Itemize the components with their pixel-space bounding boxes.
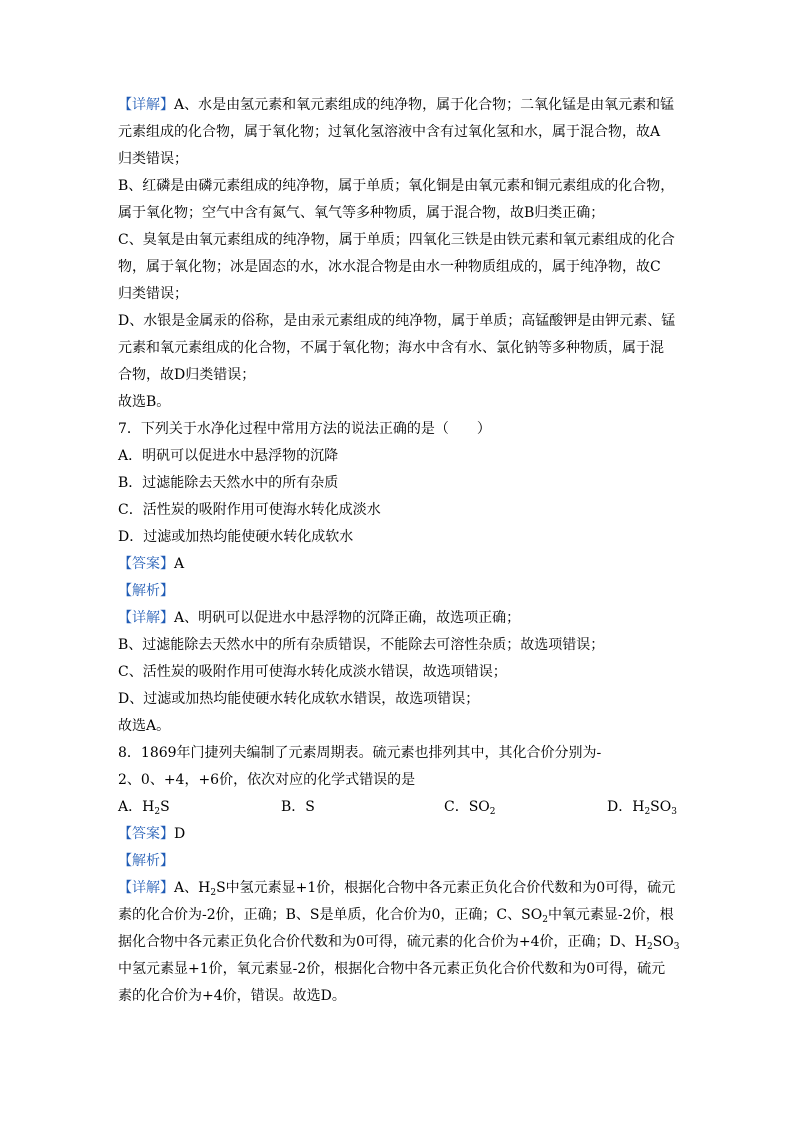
q6-detail-line-4: B、红磷是由磷元素组成的纯净物，属于单质；氧化铜是由氧元素和铜元素组成的化合物，: [118, 178, 675, 194]
q8-option-b: B．S: [281, 799, 315, 815]
q6-detail-line-2: 元素组成的化合物，属于氧化物；过氧化氢溶液中含有过氧化氢和水，属于混合物，故A: [118, 124, 661, 140]
detail-tag: 【详解】: [118, 97, 174, 113]
analysis-tag: 【解析】: [118, 583, 174, 599]
document-page: [118, 92, 688, 1010]
q7-option-b: B．过滤能除去天然水中的所有杂质: [118, 475, 339, 491]
q6-detail-line-1: 【详解】A、水是由氢元素和氧元素组成的纯净物，属于化合物；二氧化锰是由氧元素和锰: [118, 97, 675, 113]
q8-option-a: A．$H_2S$: [118, 799, 170, 817]
q8-analysis-heading: [118, 848, 688, 875]
q6-detail-line-10: 元素和氧元素组成的化合物，不属于氧化物；海水中含有水、氯化钠等多种物质，属于混: [118, 340, 664, 356]
q7-answer: [118, 551, 688, 578]
q8-stem-line-1: 8．1869年门捷列夫编制了元素周期表。硫元素也排列其中，其化合价分别为-: [118, 745, 602, 761]
q8-detail-line-5: 素的化合价为+4价，错误。故选D。: [118, 988, 346, 1004]
answer-tag: 【答案】: [118, 826, 174, 842]
q8-answer: [118, 821, 688, 848]
q7-stem: 7．下列关于水净化过程中常用方法的说法正确的是（ ）: [118, 421, 491, 437]
q8-options: [118, 794, 688, 821]
q7-detail-line-1: 【详解】A、明矾可以促进水中悬浮物的沉降正确，故选项正确；: [118, 610, 521, 626]
q8-detail-line-4: 中氢元素显+1价，氧元素显-2价，根据化合物中各元素正负化合价代数和为0可得，硫元: [118, 961, 666, 977]
q8-option-d: D．$H_2SO_3$: [607, 799, 677, 817]
q6-detail-line-7: 物，属于氧化物；冰是固态的水，冰水混合物是由水一种物质组成的，属于纯净物，故C: [118, 259, 661, 275]
q7-option-d: D．过滤或加热均能使硬水转化成软水: [118, 529, 354, 545]
q8-stem-line-2: 2、0、+4，+6价，依次对应的化学式错误的是: [118, 772, 416, 788]
q8-answer-value: D: [174, 826, 186, 842]
q6-detail-line-6: C、臭氧是由氧元素组成的纯净物，属于单质；四氧化三铁是由铁元素和氧元素组成的化合: [118, 232, 675, 248]
q7-option-c: C．活性炭的吸附作用可使海水转化成淡水: [118, 502, 381, 518]
q7-detail-line-3: C、活性炭的吸附作用可使海水转化成淡水错误，故选项错误；: [118, 664, 507, 680]
q8-option-c: C．$SO_2$: [444, 799, 496, 817]
q6-detail-line-5: 属于氧化物；空气中含有氮气、氧气等多种物质，属于混合物，故B归类正确；: [118, 205, 605, 221]
q6-conclusion: 故选B。: [118, 394, 171, 410]
q6-detail-line-8: 归类错误；: [118, 286, 188, 302]
q6-detail-line-9: D、水银是金属汞的俗称，是由汞元素组成的纯净物，属于单质；高锰酸钾是由钾元素、锰: [118, 313, 676, 329]
q7-option-a: A．明矾可以促进水中悬浮物的沉降: [118, 448, 339, 464]
detail-tag: 【详解】: [118, 880, 174, 896]
q6-detail-line-3: 归类错误；: [118, 151, 188, 167]
q7-analysis-heading: [118, 578, 688, 605]
q8-detail-line-2: 素的化合价为-2价，正确；B、S是单质，化合价为0，正确；C、$SO_2$中氧元素显-2价，根: [118, 907, 674, 925]
detail-tag: 【详解】: [118, 610, 174, 626]
q8-detail-line-1: 【详解】A、$H_2S$中氢元素显+1价，根据化合物中各元素正负化合价代数和为0可得，硫元: [118, 880, 676, 898]
answer-tag: 【答案】: [118, 556, 174, 572]
analysis-tag: 【解析】: [118, 853, 174, 869]
q7-detail-line-2: B、过滤能除去天然水中的所有杂质错误，不能除去可溶性杂质；故选项错误；: [118, 637, 605, 653]
q7-detail-line-4: D、过滤或加热均能使硬水转化成软水错误，故选项错误；: [118, 691, 480, 707]
q7-conclusion: 故选A。: [118, 718, 171, 734]
q8-detail-line-3: 据化合物中各元素正负化合价代数和为0可得，硫元素的化合价为+4价，正确；D、$H_2SO_3$: [118, 934, 680, 952]
q6-detail-line-11: 合物，故D归类错误；: [118, 367, 256, 383]
q7-answer-value: A: [174, 556, 185, 572]
